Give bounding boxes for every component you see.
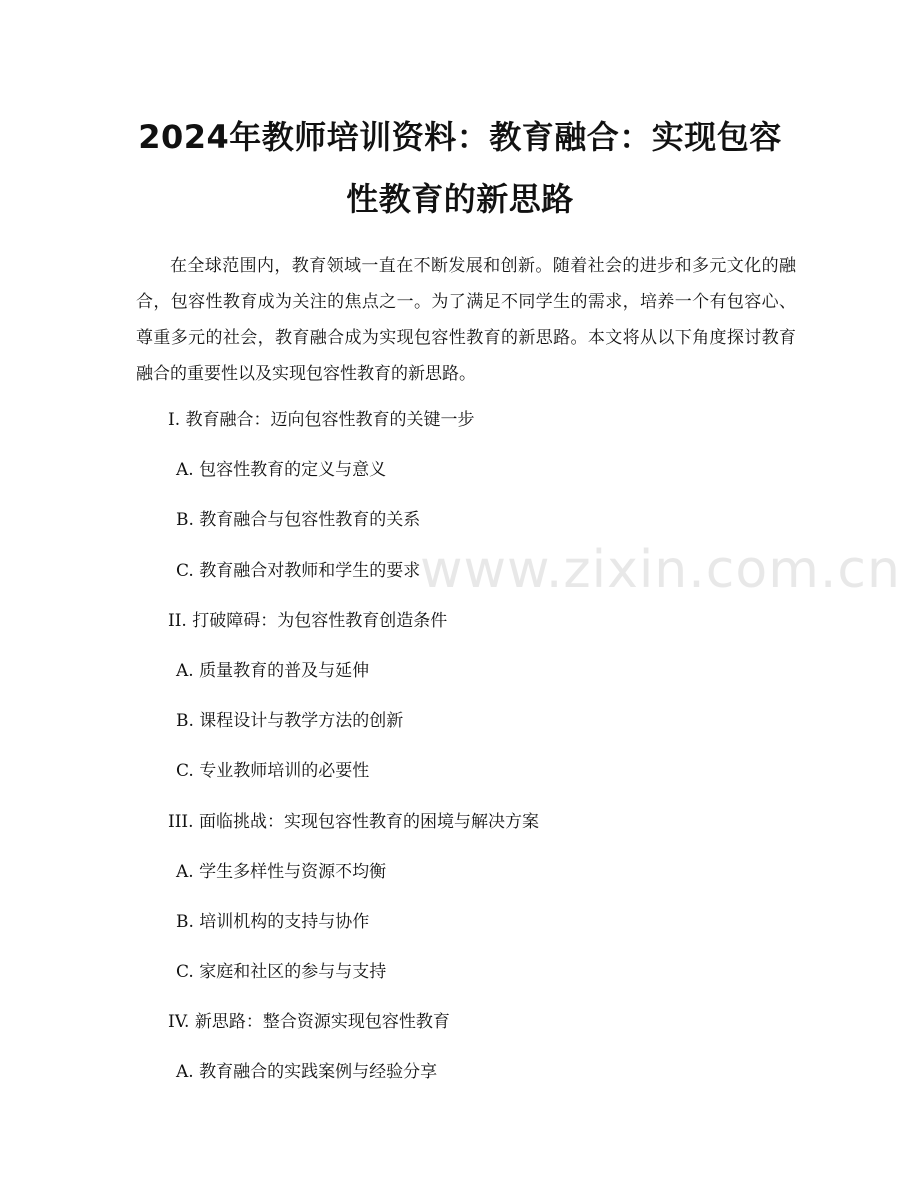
outline-subitem: A. 教育融合的实践案例与经验分享 [176, 1062, 438, 1083]
outline-subitem: A. 包容性教育的定义与意义 [176, 460, 387, 481]
outline-section-heading: I. 教育融合：迈向包容性教育的关键一步 [168, 410, 475, 430]
outline-list [0, 402, 920, 1105]
outline-subitem: A. 学生多样性与资源不均衡 [176, 861, 387, 882]
outline-subitem: B. 教育融合与包容性教育的关系 [176, 510, 421, 531]
intro-paragraph: 在全球范围内，教育领域一直在不断发展和创新。随着社会的进步和多元文化的融合，包容性教育成为关注的焦点之一。为了满足不同学生的需求，培养一个有包容心、尊重多元的社会，教育融合成为实现包容性教育的新思路。本文将从以下角度探讨教育融合的重要性以及实现包容性教育的新思路。 [136, 256, 796, 384]
title-line-1: 2024年教师培训资料：教育融合：实现包容 [138, 118, 782, 156]
outline-subitem: A. 质量教育的普及与延伸 [176, 660, 370, 681]
outline-subitem: B. 培训机构的支持与协作 [176, 911, 370, 932]
outline-subitem: C. 专业教师培训的必要性 [176, 761, 370, 782]
outline-subitem: C. 家庭和社区的参与与支持 [176, 962, 387, 983]
document-title [110, 106, 810, 230]
outline-subitem: B. 课程设计与教学方法的创新 [176, 711, 404, 732]
outline-section-heading: IV. 新思路：整合资源实现包容性教育 [168, 1012, 450, 1033]
title-line-2: 性教育的新思路 [346, 180, 574, 218]
outline-section-heading: III. 面临挑战：实现包容性教育的困境与解决方案 [168, 811, 539, 832]
watermark: www.zixin.com.cn [420, 540, 901, 600]
outline-section-heading: II. 打破障碍：为包容性教育创造条件 [168, 610, 448, 631]
outline-subitem: C. 教育融合对教师和学生的要求 [176, 560, 421, 581]
